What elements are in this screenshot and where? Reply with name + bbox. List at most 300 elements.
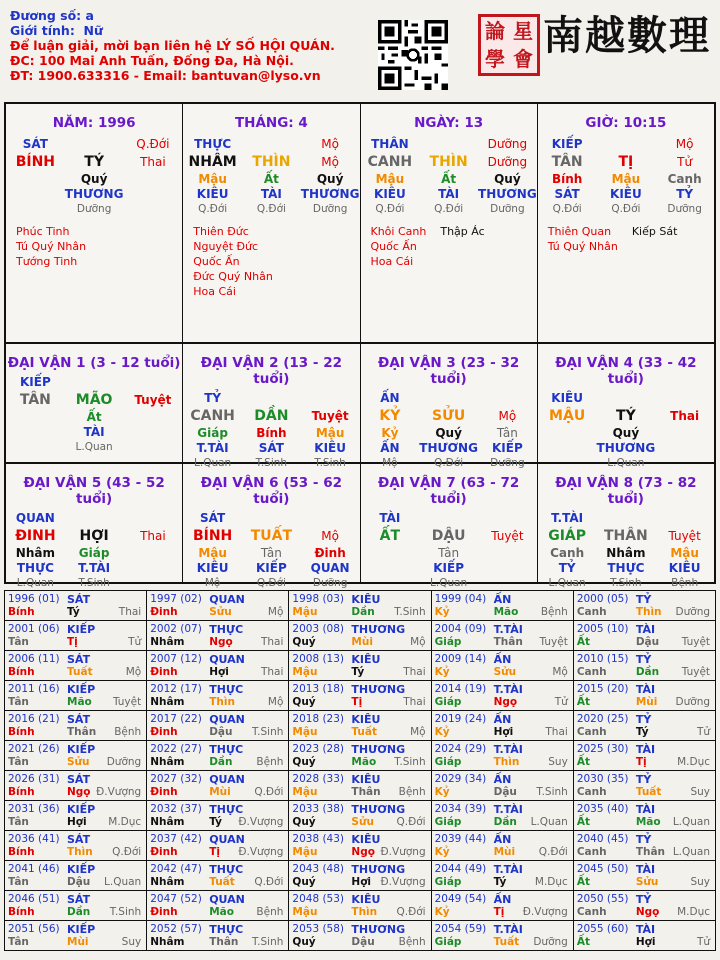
year-branch: Thân <box>635 846 666 858</box>
dai-van-cell: ĐẠI VẬN 3 (23 - 32 tuổi) ẤN KỶ SỬU Mộ Kỷ Quý Tân ẤN THƯƠNG KIẾP Mộ Q.Đới Dưỡng <box>361 344 538 462</box>
life-phase: Suy <box>690 876 711 888</box>
life-phase: Tuyệt <box>681 636 711 648</box>
life-phase: T.Sinh <box>394 606 426 618</box>
table-row <box>5 891 715 921</box>
dai-van-row-2 <box>6 464 714 589</box>
ten-god: TỶ <box>635 653 652 666</box>
pillar-stars: Phúc Tinh Tú Quý Nhân Tướng Tinh <box>16 225 87 268</box>
year-label: 2031 (36) <box>8 803 60 815</box>
red-seal-logo: 論 星 學 會 <box>478 14 540 76</box>
year-branch: Hợi <box>67 816 87 828</box>
year-label: 2048 (53) <box>292 893 345 905</box>
year-branch: Tuất <box>493 936 520 948</box>
year-label: 2011 (16) <box>8 683 60 695</box>
life-phase: Q.Đới <box>538 846 568 858</box>
four-pillars-row <box>6 104 714 344</box>
life-phase: Dưỡng <box>675 696 711 708</box>
year-stem: Canh <box>576 906 607 918</box>
year-cell <box>289 711 431 740</box>
year-cell <box>147 651 289 680</box>
dai-van-cell: ĐẠI VẬN 2 (13 - 22 tuổi) TỶ CANH DẦN Tuyệt Giáp Bính Mậu T.TÀI SÁT KIÊU L.Quan T.Sinh T.Sinh <box>183 344 360 462</box>
life-phase: Tử <box>128 636 142 648</box>
ten-god: THƯƠNG <box>351 623 406 636</box>
year-branch: Mùi <box>493 846 516 858</box>
ten-god: KIẾP <box>67 923 96 936</box>
year-branch: Ngọ <box>635 906 660 918</box>
year-cell <box>147 621 289 650</box>
ten-god: SÁT <box>67 713 91 726</box>
year-cell <box>574 801 715 830</box>
year-cell <box>147 861 289 890</box>
life-phase: Đ.Vượng <box>522 906 568 918</box>
life-phase: L.Quan <box>672 846 711 858</box>
year-cell <box>289 681 431 710</box>
year-stem: Canh <box>576 606 607 618</box>
year-stem: Giáp <box>434 696 462 708</box>
year-stem: Bính <box>8 726 35 738</box>
year-label: 2025 (30) <box>576 743 629 755</box>
dai-van-cell: ĐẠI VẬN 4 (33 - 42 tuổi) KIÊU MẬU TÝ Thai Quý THƯƠNG L.Quan <box>549 355 700 469</box>
year-label: 2008 (13) <box>292 653 345 665</box>
header-info <box>10 8 335 83</box>
life-phase: Suy <box>548 756 568 768</box>
ten-god: ẤN <box>493 833 512 846</box>
year-branch: Sửu <box>67 756 90 768</box>
year-branch: Thân <box>493 636 523 648</box>
ten-god: SÁT <box>67 833 91 846</box>
year-label: 2002 (07) <box>150 623 202 635</box>
year-cell <box>574 831 715 860</box>
year-label: 2052 (57) <box>150 923 202 935</box>
year-label: 2029 (34) <box>434 773 487 785</box>
ten-god: ẤN <box>493 773 512 786</box>
year-cell <box>289 651 431 680</box>
year-stem: Canh <box>576 846 607 858</box>
year-branch: Dần <box>635 666 660 678</box>
year-stem: Tân <box>8 756 29 768</box>
year-stem: Đinh <box>150 906 178 918</box>
life-phase: Tử <box>696 936 711 948</box>
ten-god: ẤN <box>493 893 512 906</box>
year-cell <box>147 681 289 710</box>
year-stem: Quý <box>292 636 316 648</box>
year-stem: Mậu <box>292 906 318 918</box>
life-phase: Q.Đới <box>396 816 426 828</box>
life-phase: Tuyệt <box>681 666 711 678</box>
year-label: 2039 (44) <box>434 833 487 845</box>
year-label: 2027 (32) <box>150 773 202 785</box>
year-cell <box>5 831 147 860</box>
year-cell <box>432 741 574 770</box>
ten-god: T.TÀI <box>493 683 523 696</box>
pillar-title: NĂM: 1996 <box>52 115 136 131</box>
ten-god: SÁT <box>67 593 91 606</box>
year-label: 2049 (54) <box>434 893 487 905</box>
year-branch: Tý <box>493 876 507 888</box>
year-stem: Kỷ <box>434 666 450 678</box>
year-cell <box>289 771 431 800</box>
life-phase: Đ.Vượng <box>238 846 284 858</box>
year-branch: Tị <box>209 846 220 858</box>
year-label: 2032 (37) <box>150 803 202 815</box>
year-stem: Giáp <box>434 936 462 948</box>
year-stem: Đinh <box>150 606 178 618</box>
ten-god: TÀI <box>635 923 656 936</box>
year-label: 2020 (25) <box>576 713 629 725</box>
table-row <box>5 681 715 711</box>
year-branch: Mão <box>635 816 661 828</box>
year-cell <box>432 651 574 680</box>
year-label: 2007 (12) <box>150 653 202 665</box>
year-branch: Hợi <box>635 936 656 948</box>
ten-god: QUAN <box>209 833 245 846</box>
year-branch: Hợi <box>351 876 372 888</box>
year-branch: Mão <box>351 756 377 768</box>
year-cell <box>289 801 431 830</box>
year-stem: Giáp <box>434 636 462 648</box>
ten-god: TÀI <box>635 863 656 876</box>
year-cell <box>147 921 289 950</box>
year-cell <box>147 711 289 740</box>
year-cell <box>574 711 715 740</box>
year-label: 2042 (47) <box>150 863 202 875</box>
year-cell <box>574 741 715 770</box>
year-stem: Nhâm <box>150 756 185 768</box>
year-label: 2001 (06) <box>8 623 60 635</box>
year-cell <box>5 771 147 800</box>
life-phase: Mộ <box>552 666 568 678</box>
year-label: 2005 (10) <box>576 623 629 635</box>
year-cell <box>5 801 147 830</box>
ten-god: T.TÀI <box>493 863 523 876</box>
ten-god: THỰC <box>209 923 244 936</box>
year-label: 2023 (28) <box>292 743 345 755</box>
year-branch: Ngọ <box>493 696 518 708</box>
year-cell <box>289 861 431 890</box>
year-label: 2034 (39) <box>434 803 487 815</box>
life-phase: Mộ <box>410 636 426 648</box>
year-label: 2055 (60) <box>576 923 629 935</box>
year-label: 2044 (49) <box>434 863 487 875</box>
life-phase: Mộ <box>267 606 284 618</box>
year-stem: Giáp <box>434 876 462 888</box>
life-phase: T.Sinh <box>536 786 568 798</box>
year-stem: Kỷ <box>434 726 450 738</box>
year-stem: Ất <box>576 816 590 828</box>
year-cell <box>574 861 715 890</box>
year-stem: Nhâm <box>150 636 185 648</box>
life-phase: Dưỡng <box>533 936 568 948</box>
ten-god: THƯƠNG <box>351 743 406 756</box>
year-branch: Dậu <box>209 726 233 738</box>
ten-god: SÁT <box>67 893 91 906</box>
life-phase: Đ.Vượng <box>380 846 426 858</box>
year-branch: Tý <box>635 726 649 738</box>
year-stem: Nhâm <box>150 696 185 708</box>
year-cell <box>289 741 431 770</box>
year-cell <box>574 591 715 620</box>
year-label: 2016 (21) <box>8 713 60 725</box>
year-label: 2003 (08) <box>292 623 345 635</box>
year-stem: Bính <box>8 666 35 678</box>
life-phase: Tuyệt <box>112 696 142 708</box>
year-stem: Kỷ <box>434 786 450 798</box>
year-stem: Tân <box>8 876 29 888</box>
year-branch: Ngọ <box>67 786 91 798</box>
year-stem: Nhâm <box>150 876 185 888</box>
year-cell <box>432 591 574 620</box>
life-phase: Bệnh <box>256 756 284 768</box>
ten-god: THỰC <box>209 683 244 696</box>
year-cell <box>147 741 289 770</box>
year-stem: Kỷ <box>434 846 450 858</box>
year-branch: Thìn <box>493 756 520 768</box>
year-branch: Mùi <box>351 636 373 648</box>
year-stem: Kỷ <box>434 906 450 918</box>
ten-god: KIẾP <box>67 683 96 696</box>
year-branch: Thìn <box>209 696 235 708</box>
year-branch: Dần <box>493 816 517 828</box>
life-phase: Tuyệt <box>539 636 568 648</box>
ten-god: THƯƠNG <box>351 863 406 876</box>
life-phase: Thai <box>403 666 426 678</box>
year-branch: Tuất <box>67 666 93 678</box>
life-phase: Suy <box>690 786 711 798</box>
year-stem: Mậu <box>292 726 318 738</box>
life-phase: Thai <box>260 636 284 648</box>
ten-god: SÁT <box>67 773 91 786</box>
year-cell <box>147 831 289 860</box>
year-stem: Đinh <box>150 786 178 798</box>
year-stem: Quý <box>292 876 316 888</box>
life-phase: Thai <box>260 666 284 678</box>
pillars-grid <box>4 102 716 589</box>
year-cell <box>289 621 431 650</box>
year-label: 2051 (56) <box>8 923 60 935</box>
year-branch: Dần <box>67 906 91 918</box>
year-branch: Tý <box>351 666 365 678</box>
year-branch: Tị <box>67 636 78 648</box>
year-label: 2017 (22) <box>150 713 202 725</box>
yearly-luck-table <box>4 590 716 951</box>
life-phase: T.Sinh <box>109 906 142 918</box>
life-phase: Thai <box>545 726 568 738</box>
life-phase: Mộ <box>267 696 284 708</box>
year-cell <box>5 651 147 680</box>
year-branch: Sửu <box>351 816 374 828</box>
year-cell <box>5 591 147 620</box>
year-branch: Tị <box>493 906 505 918</box>
life-phase: Q.Đới <box>254 786 284 798</box>
year-branch: Mão <box>209 906 234 918</box>
year-stem: Bính <box>8 846 35 858</box>
year-label: 2038 (43) <box>292 833 345 845</box>
year-label: 2022 (27) <box>150 743 202 755</box>
ten-god: SÁT <box>67 653 91 666</box>
year-stem: Giáp <box>434 756 462 768</box>
year-stem: Đinh <box>150 726 178 738</box>
ten-god: THỰC <box>209 803 244 816</box>
year-label: 2053 (58) <box>292 923 345 935</box>
table-row <box>5 771 715 801</box>
year-branch: Dậu <box>351 936 375 948</box>
ten-god: QUAN <box>209 593 245 606</box>
phone-email-line: ĐT: 1900.633316 - Email: bantuvan@lyso.vn <box>10 68 321 83</box>
ten-god: KIẾP <box>67 623 96 636</box>
year-stem: Mậu <box>292 606 318 618</box>
year-label: 2030 (35) <box>576 773 629 785</box>
year-stem: Mậu <box>292 666 318 678</box>
table-row <box>5 621 715 651</box>
ten-god: TỶ <box>635 833 652 846</box>
table-row <box>5 741 715 771</box>
life-phase: Đ.Vượng <box>238 816 284 828</box>
year-label: 2013 (18) <box>292 683 345 695</box>
year-cell <box>5 621 147 650</box>
ten-god: TỶ <box>635 593 652 606</box>
dai-van-cell: ĐẠI VẬN 7 (63 - 72 tuổi) TÀI ẤT DẬU Tuyệt Tân KIẾP L.Quan <box>361 464 538 582</box>
year-stem: Bính <box>8 906 35 918</box>
year-branch: Dậu <box>635 636 660 648</box>
year-stem: Nhâm <box>150 816 185 828</box>
year-cell <box>5 921 147 950</box>
year-cell <box>289 591 431 620</box>
year-stem: Quý <box>292 696 316 708</box>
year-branch: Sửu <box>209 606 232 618</box>
life-phase: Mộ <box>125 666 142 678</box>
address-line: ĐC: 100 Mai Anh Tuấn, Đống Đa, Hà Nội. <box>10 53 294 68</box>
year-branch: Sửu <box>635 876 659 888</box>
life-phase: T.Sinh <box>252 726 284 738</box>
year-label: 2028 (33) <box>292 773 345 785</box>
year-label: 1999 (04) <box>434 593 487 605</box>
year-cell <box>432 801 574 830</box>
year-branch: Thân <box>351 786 381 798</box>
year-branch: Sửu <box>493 666 517 678</box>
year-label: 2041 (46) <box>8 863 60 875</box>
ten-god: KIẾP <box>67 863 96 876</box>
year-label: 2004 (09) <box>434 623 487 635</box>
year-cell <box>432 681 574 710</box>
year-cell <box>574 621 715 650</box>
year-stem: Ất <box>576 756 590 768</box>
table-row <box>5 801 715 831</box>
life-phase: Dưỡng <box>106 756 142 768</box>
year-label: 2015 (20) <box>576 683 629 695</box>
year-cell <box>147 891 289 920</box>
year-label: 2054 (59) <box>434 923 487 935</box>
ten-god: KIÊU <box>351 653 381 666</box>
year-label: 2019 (24) <box>434 713 487 725</box>
year-label: 2047 (52) <box>150 893 202 905</box>
year-label: 2050 (55) <box>576 893 629 905</box>
year-cell <box>574 771 715 800</box>
life-phase: M.Dục <box>108 816 142 828</box>
year-label: 2000 (05) <box>576 593 629 605</box>
year-cell <box>5 741 147 770</box>
year-branch: Hợi <box>493 726 514 738</box>
year-cell <box>289 831 431 860</box>
year-cell <box>289 921 431 950</box>
year-cell <box>432 921 574 950</box>
ten-god: KIẾP <box>67 803 96 816</box>
year-stem: Canh <box>576 666 607 678</box>
ten-god: TỶ <box>635 773 652 786</box>
year-branch: Mão <box>493 606 519 618</box>
year-label: 1998 (03) <box>292 593 345 605</box>
year-branch: Dậu <box>493 786 517 798</box>
life-phase: M.Dục <box>677 756 711 768</box>
year-branch: Dần <box>209 756 233 768</box>
year-cell <box>432 771 574 800</box>
life-phase: Thai <box>118 606 142 618</box>
pillar-year: NĂM: 1996 SÁT Q.Đới BÍNH TÝ Thai Quý THƯƠNG Dưỡng Phúc Tinh Tú Quý Nhân Tướng Tinh <box>6 104 183 342</box>
ten-god: THỰC <box>209 743 244 756</box>
life-phase: L.Quan <box>104 876 142 888</box>
year-label: 2010 (15) <box>576 653 629 665</box>
year-label: 2040 (45) <box>576 833 629 845</box>
owner-line: Đương số: a <box>10 8 94 23</box>
life-phase: L.Quan <box>530 816 568 828</box>
life-phase: T.Sinh <box>394 756 426 768</box>
year-label: 2021 (26) <box>8 743 60 755</box>
year-label: 2018 (23) <box>292 713 345 725</box>
year-stem: Giáp <box>434 816 462 828</box>
pillar-day: NGÀY: 13 THÂN Dưỡng CANH THÌN Dưỡng Mậu Ất Quý KIÊU TÀI THƯƠNG Q.Đới Q.Đới Dưỡng Khôi Canh Quốc Ấn Hoa Cái Thập Ác <box>361 104 538 342</box>
table-row <box>5 591 715 621</box>
life-phase: L.Quan <box>672 816 711 828</box>
ten-god: TÀI <box>635 683 656 696</box>
life-phase: Bệnh <box>114 726 142 738</box>
table-row <box>5 711 715 741</box>
dai-van-cell: ĐẠI VẬN 6 (53 - 62 tuổi) SÁT BÍNH TUẤT Mộ Mậu Tân Đinh KIÊU KIẾP QUAN Mộ Q.Đới Dưỡng <box>183 464 360 582</box>
year-branch: Ngọ <box>351 846 375 858</box>
life-phase: Bệnh <box>540 606 568 618</box>
life-phase: Q.Đới <box>396 906 426 918</box>
ten-god: TÀI <box>635 743 656 756</box>
year-cell <box>574 651 715 680</box>
year-branch: Hợi <box>209 666 229 678</box>
life-phase: Tử <box>554 696 568 708</box>
life-phase: Đ.Vượng <box>96 786 142 798</box>
year-branch: Thân <box>209 936 239 948</box>
year-cell <box>574 921 715 950</box>
year-label: 2026 (31) <box>8 773 60 785</box>
ten-god: ẤN <box>493 713 512 726</box>
ten-god: T.TÀI <box>493 803 523 816</box>
ten-god: TỶ <box>635 713 652 726</box>
ten-god: THƯƠNG <box>351 923 406 936</box>
year-branch: Mùi <box>67 936 89 948</box>
year-cell <box>5 891 147 920</box>
ten-god: TÀI <box>635 803 656 816</box>
year-stem: Quý <box>292 816 316 828</box>
ten-god: TÀI <box>635 623 656 636</box>
gender-line: Giới tính: Nữ <box>10 23 103 38</box>
life-phase: Mộ <box>410 726 426 738</box>
ten-god: KIÊU <box>351 713 381 726</box>
ten-god: QUAN <box>209 713 245 726</box>
ten-god: KIÊU <box>351 893 381 906</box>
year-stem: Canh <box>576 786 607 798</box>
ten-god: QUAN <box>209 773 245 786</box>
year-label: 2043 (48) <box>292 863 345 875</box>
year-branch: Mão <box>67 696 92 708</box>
ten-god: THỰC <box>209 863 244 876</box>
year-cell <box>432 621 574 650</box>
life-phase: M.Dục <box>534 876 568 888</box>
year-stem: Tân <box>8 936 29 948</box>
